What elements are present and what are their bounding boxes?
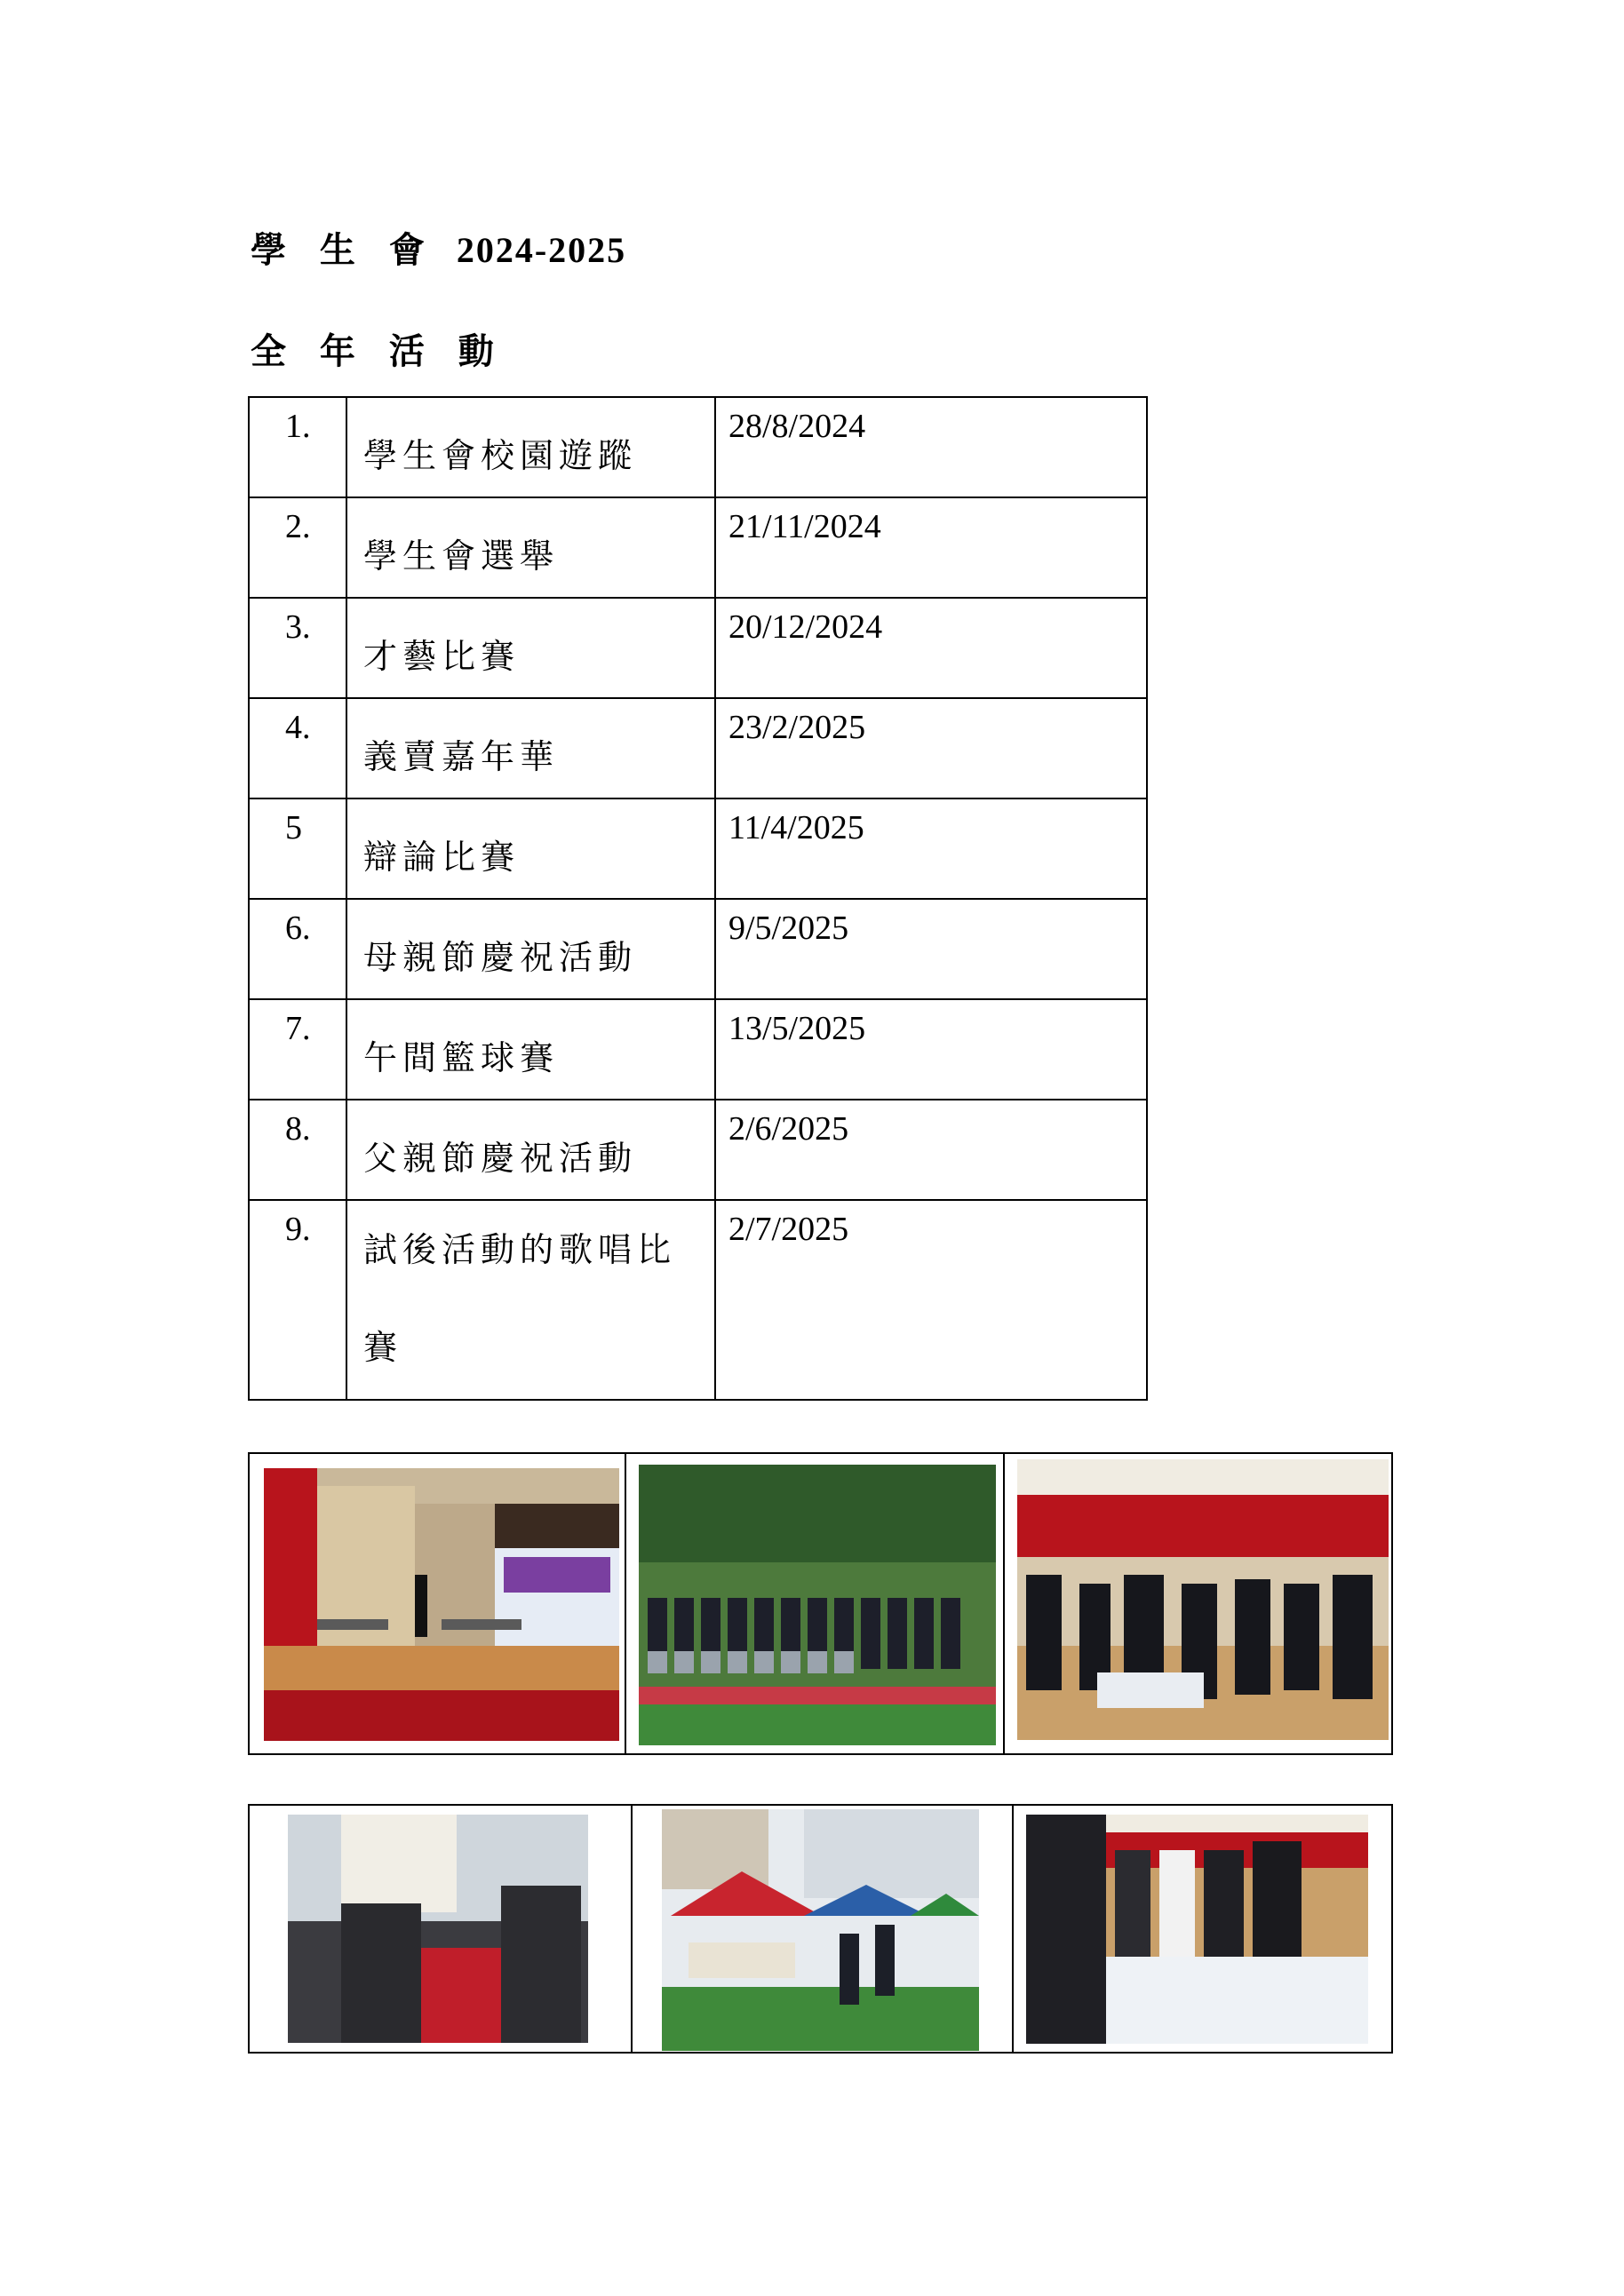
table-row — [249, 798, 1147, 899]
outdoor-tents-carnival-photo — [662, 1809, 979, 2051]
stage-debate-photo — [264, 1468, 619, 1741]
activity-name: 學生會選舉 — [363, 536, 560, 576]
ballot-counting-photo — [1026, 1815, 1368, 2044]
activity-name-line1: 試後活動的歌唱比 — [363, 1230, 677, 1269]
row-number: 4. — [285, 709, 311, 746]
row-number: 8. — [285, 1110, 311, 1148]
charity-fair-booth-photo — [288, 1815, 588, 2043]
table-row — [249, 698, 1147, 798]
page-title — [251, 222, 626, 273]
row-number: 9. — [285, 1211, 311, 1248]
activity-name: 義賣嘉年華 — [363, 737, 560, 776]
activity-date: 28/8/2024 — [728, 408, 866, 445]
row-number: 6. — [285, 910, 311, 947]
activity-name: 才藝比賽 — [363, 637, 521, 676]
activity-name: 母親節慶祝活動 — [363, 938, 638, 977]
row-number: 3. — [285, 608, 311, 646]
row-number: 7. — [285, 1010, 311, 1047]
row-number: 1. — [285, 408, 311, 445]
activities-table — [248, 396, 1148, 1401]
hall-election-voting-photo — [1017, 1459, 1389, 1740]
activity-date: 13/5/2025 — [728, 1010, 866, 1047]
photo-row-1 — [248, 1452, 1393, 1755]
table-row — [249, 1100, 1147, 1200]
students-outdoor-group-photo — [639, 1465, 996, 1745]
activity-date: 2/6/2025 — [728, 1110, 849, 1148]
activity-date: 9/5/2025 — [728, 910, 849, 947]
activity-date: 11/4/2025 — [728, 809, 864, 846]
table-row — [249, 999, 1147, 1100]
section-subtitle: 全 年 活 動 — [251, 330, 505, 372]
activity-name-line2: 賽 — [363, 1328, 403, 1367]
activity-date: 23/2/2025 — [728, 709, 866, 746]
table-row — [249, 1200, 1147, 1400]
photo-row-2 — [248, 1804, 1393, 2054]
activity-name — [347, 1201, 714, 1396]
activity-name: 學生會校園遊蹤 — [363, 436, 638, 475]
activity-name: 父親節慶祝活動 — [363, 1139, 638, 1178]
table-row — [249, 497, 1147, 598]
table-row — [249, 598, 1147, 698]
activity-date: 2/7/2025 — [728, 1211, 849, 1248]
activity-date: 21/11/2024 — [728, 508, 881, 545]
activity-name: 辯論比賽 — [363, 838, 521, 877]
title-year: 2024-2025 — [456, 230, 627, 270]
row-number: 2. — [285, 508, 311, 545]
activity-date: 20/12/2024 — [728, 608, 883, 646]
activity-name: 午間籃球賽 — [363, 1038, 560, 1077]
table-row — [249, 899, 1147, 999]
title-text: 學 生 會 — [251, 229, 435, 271]
row-number: 5 — [285, 809, 302, 846]
table-row — [249, 397, 1147, 497]
